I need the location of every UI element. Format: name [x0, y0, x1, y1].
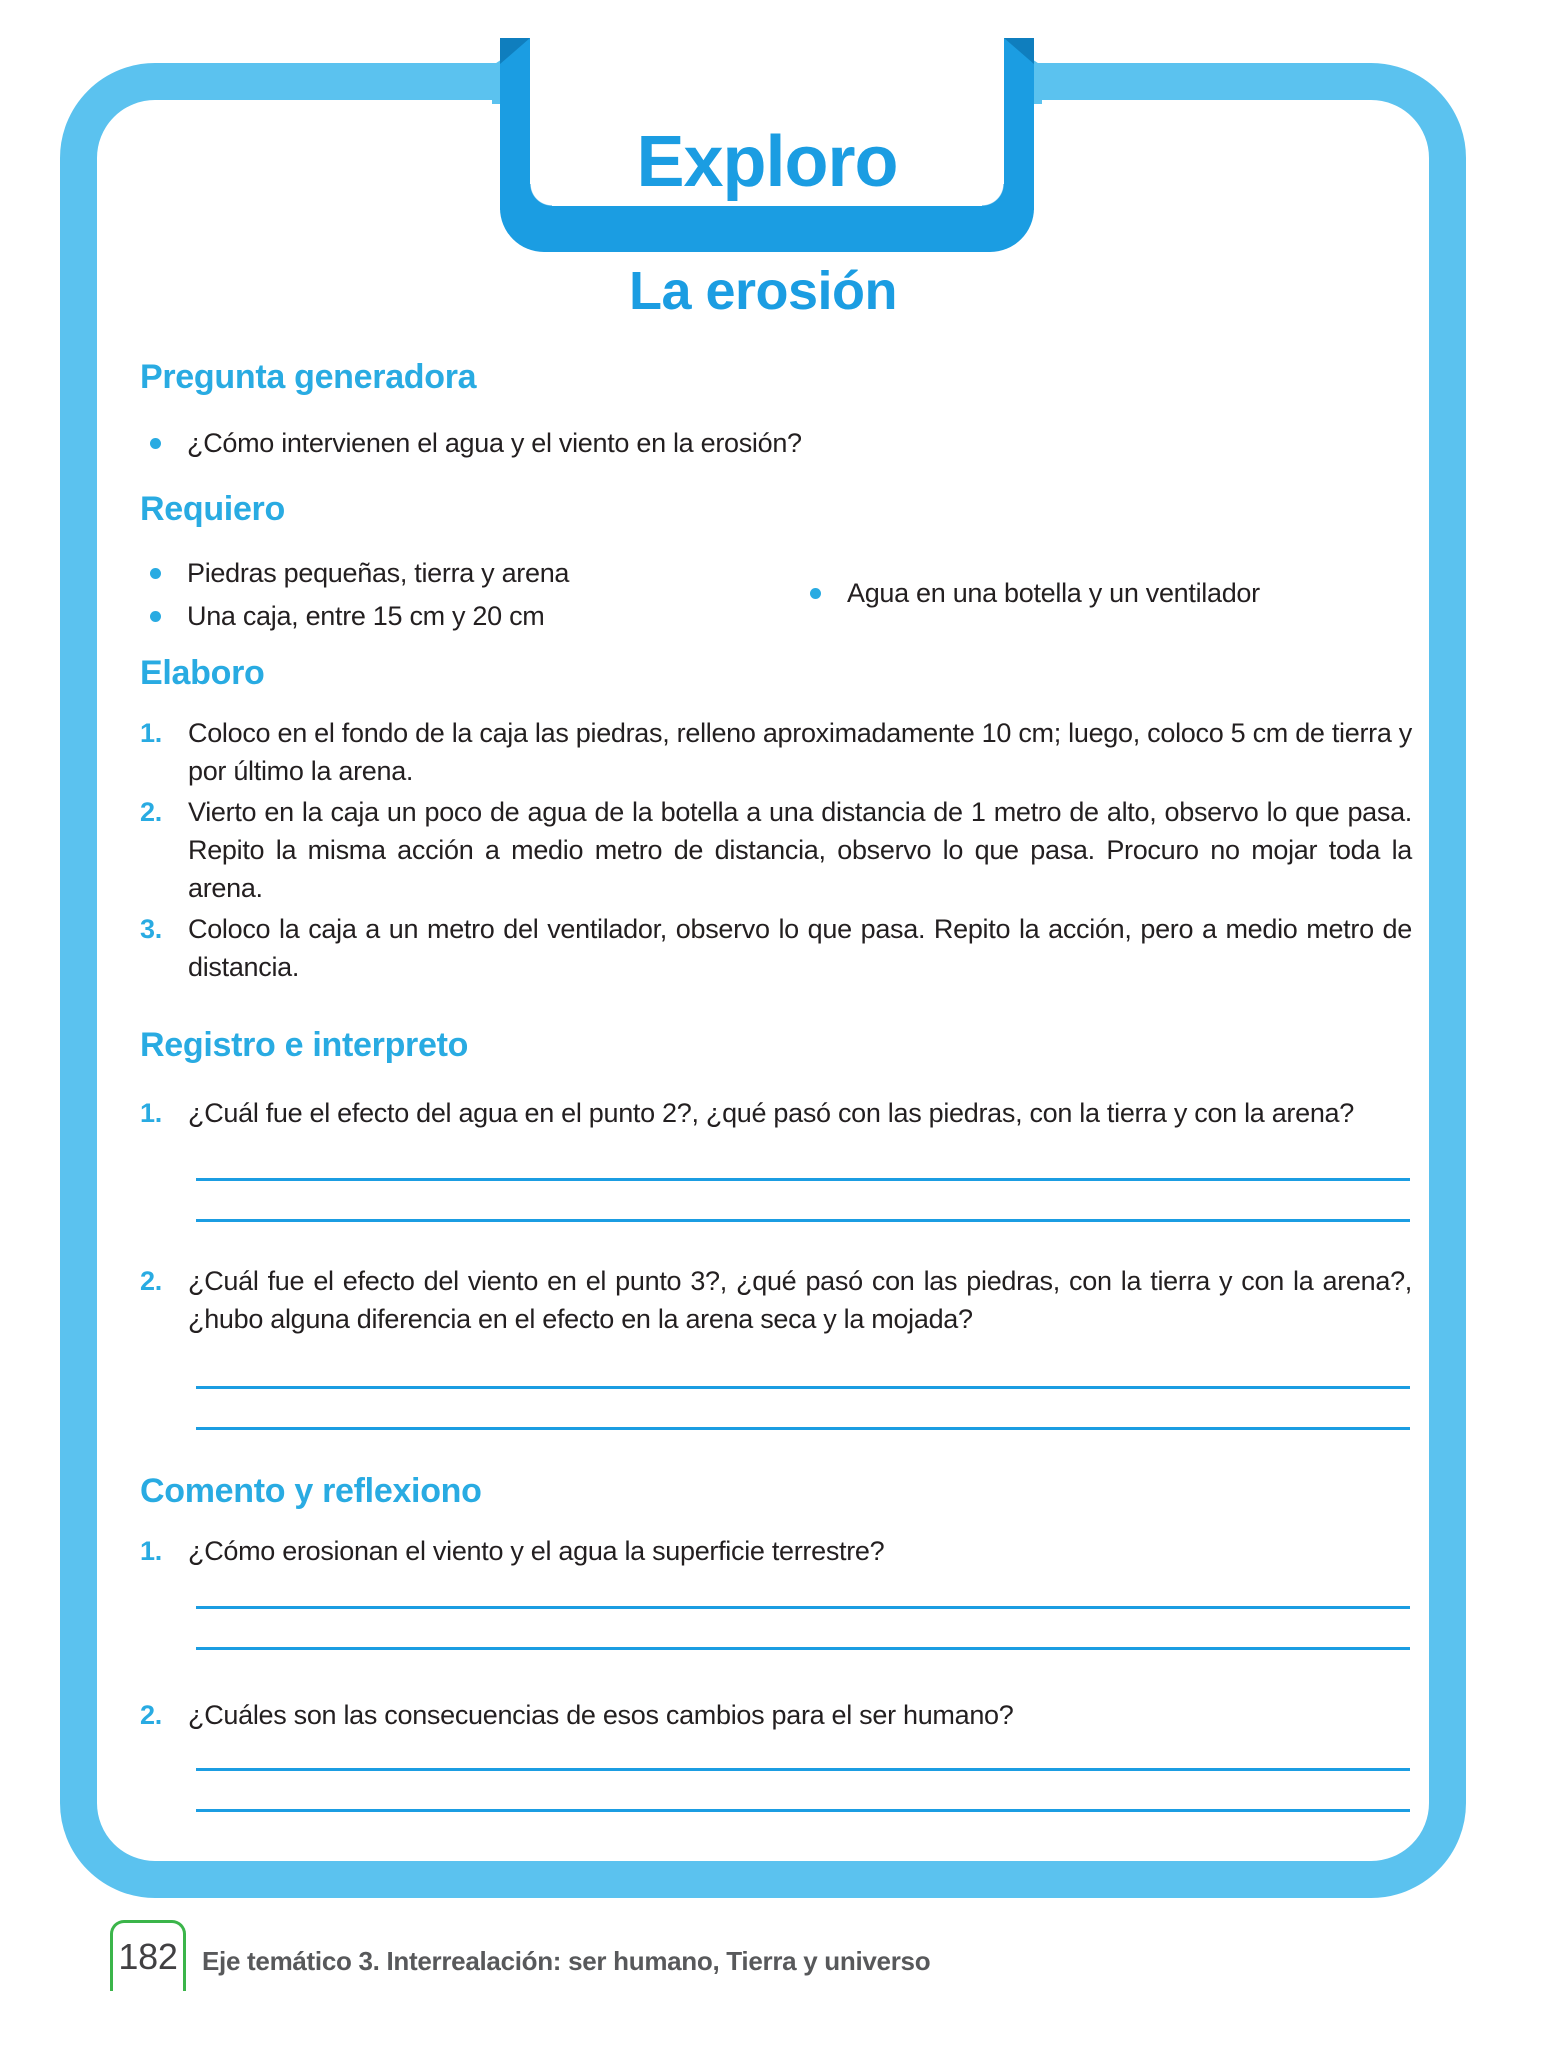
answer-lines-group — [196, 1178, 1410, 1260]
exploro-banner — [492, 38, 1042, 252]
answer-line — [196, 1178, 1410, 1181]
section-heading-comento-y-reflexiono: Comento y reflexiono — [140, 1472, 482, 1510]
question-item — [140, 1696, 1412, 1734]
bullet-dot-icon — [150, 438, 161, 449]
question-text: ¿Cómo erosionan el viento y el agua la superficie terrestre? — [188, 1536, 885, 1566]
bullet-text: ¿Cómo intervienen el agua y el viento en la erosión? — [187, 428, 802, 458]
step-item — [140, 910, 1412, 986]
banner-bar-right — [1004, 38, 1034, 210]
bullet-item — [140, 424, 1412, 462]
answer-line — [196, 1606, 1410, 1609]
section-heading-registro-e-interpreto: Registro e interpreto — [140, 1026, 469, 1064]
materials-list-right — [800, 574, 1400, 612]
bullet-dot-icon — [150, 568, 161, 579]
section-heading-elaboro: Elaboro — [140, 654, 265, 692]
question-text: ¿Cuál fue el efecto del agua en el punto 2?, ¿qué pasó con las piedras, con la tierra y con la arena? — [188, 1098, 1354, 1128]
banner-inner-corner-left — [530, 184, 552, 206]
answer-line — [196, 1219, 1410, 1222]
banner-inner — [530, 38, 1004, 206]
page-title: La erosión — [628, 261, 898, 321]
question-item — [140, 1094, 1412, 1132]
page-number: 182 — [118, 1936, 178, 1977]
answer-lines-group — [196, 1606, 1410, 1688]
banner-title: Exploro — [636, 122, 898, 202]
bullet-dot-icon — [150, 611, 161, 622]
question-number: 1. — [140, 1536, 162, 1566]
answer-lines-group — [196, 1386, 1410, 1468]
bullet-item — [140, 554, 760, 592]
question-number: 1. — [140, 1098, 162, 1128]
question-text: ¿Cuáles son las consecuencias de esos cambios para el ser humano? — [188, 1700, 1014, 1730]
page-number-box — [110, 1920, 186, 1991]
answer-line — [196, 1809, 1410, 1812]
answer-line — [196, 1386, 1410, 1389]
bullet-item — [140, 597, 760, 635]
step-item — [140, 714, 1412, 790]
step-number: 3. — [140, 914, 162, 944]
bullet-text: Agua en una botella y un ventilador — [847, 578, 1260, 608]
question-number: 2. — [140, 1266, 162, 1296]
answer-line — [196, 1647, 1410, 1650]
bullet-dot-icon — [810, 588, 821, 599]
banner-inner-corner-right — [982, 184, 1004, 206]
step-text: Coloco la caja a un metro del ventilador, observo lo que pasa. Repito la acción, pero a medio metro de distancia. — [188, 914, 1412, 982]
step-item — [140, 793, 1412, 907]
banner-bar-left — [500, 38, 530, 210]
bullet-text: Una caja, entre 15 cm y 20 cm — [187, 601, 545, 631]
question-item — [140, 1262, 1412, 1338]
step-text: Coloco en el fondo de la caja las piedras, relleno aproximadamente 10 cm; luego, coloco 5 cm de tierra y por último la arena. — [188, 718, 1412, 786]
question-number: 2. — [140, 1700, 162, 1730]
question-item — [140, 1532, 1412, 1570]
section-heading-requiero: Requiero — [140, 490, 285, 528]
step-number: 2. — [140, 797, 162, 827]
question-text: ¿Cuál fue el efecto del viento en el punto 3?, ¿qué pasó con las piedras, con la tierra y con la arena?, ¿hubo alguna diferencia en el efecto en la arena seca y la mojada? — [188, 1266, 1412, 1334]
footer-caption: Eje temático 3. Interrealación: ser humano, Tierra y universo — [202, 1946, 931, 1976]
bullet-item — [800, 574, 1400, 612]
banner-bottom-bar — [500, 206, 1034, 252]
answer-lines-group — [196, 1768, 1410, 1850]
section-heading-pregunta-generadora: Pregunta generadora — [140, 358, 477, 396]
procedure-steps — [140, 714, 1412, 989]
bullet-text: Piedras pequeñas, tierra y arena — [187, 558, 570, 588]
answer-line — [196, 1427, 1410, 1430]
materials-list-left — [140, 554, 760, 640]
step-number: 1. — [140, 718, 162, 748]
step-text: Vierto en la caja un poco de agua de la botella a una distancia de 1 metro de alto, observo lo que pasa. Repito la misma acción a medio metro de distancia, observo lo que pasa. Procuro no mojar toda la arena. — [188, 797, 1412, 903]
answer-line — [196, 1768, 1410, 1771]
